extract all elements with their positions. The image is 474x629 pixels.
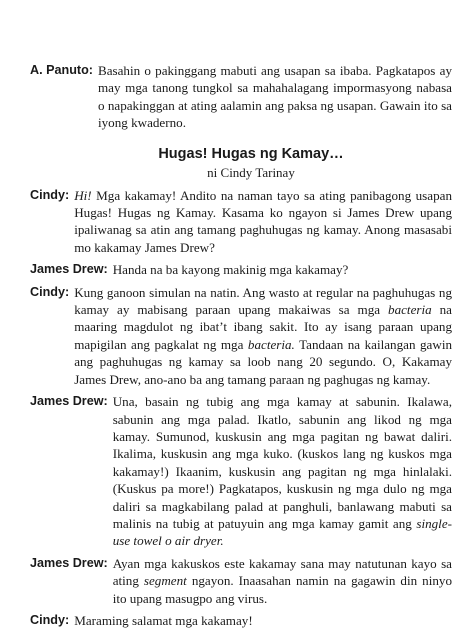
speaker-label: Cindy:: [30, 284, 70, 299]
instruction-text: Basahin o pakinggang mabuti ang usapan sa ibaba. Pagkatapos ay may mga tanong tungkol sa mahahalagang impormasyong nabasa o napakinggan at ating aalamin ang paksa ng usapan. Gawain ito sa iyong kwaderno.: [97, 63, 452, 131]
speaker-label: Cindy:: [30, 187, 70, 202]
text-segment: na maaring magdulot ng ibat’t ibang sakit. Ito ay isang paraan upang mapigilan ang pagkalat ng mga: [74, 302, 452, 352]
instruction-label: A. Panuto:: [30, 63, 93, 77]
story-title: Hugas! Hugas ng Kamay…: [158, 145, 344, 162]
dialogue: [30, 187, 452, 629]
text-segment: Handa na ba kayong makinig mga kakamay?: [112, 262, 349, 278]
dialogue-text: [113, 261, 452, 278]
dialogue-text: [113, 555, 452, 607]
text-segment: ngayon. Inaasahan namin na gagawin din ninyo ito upang masugpo ang virus.: [112, 573, 452, 606]
dialogue-text: [74, 284, 452, 388]
text-segment: Maraming salamat mga kakamay!: [74, 612, 253, 628]
title-block: [30, 145, 452, 181]
italic-term: bacteria: [388, 302, 432, 318]
italic-term: Hi!: [74, 187, 92, 203]
speaker-label: James Drew:: [30, 555, 108, 570]
dialogue-line: [30, 284, 452, 388]
dialogue-text: [74, 612, 452, 629]
dialogue-text: [74, 187, 452, 257]
dialogue-text: [113, 393, 452, 550]
speaker-label: Cindy:: [30, 612, 70, 627]
dialogue-line: [30, 187, 452, 257]
text-segment: Kung ganoon simulan na natin. Ang wasto at regular na paghuhugas ng kamay ay mabisang paraan upang makaiwas sa mga: [74, 284, 452, 318]
italic-term: segment: [143, 573, 187, 589]
instruction-block: [30, 62, 452, 132]
text-segment: Una, basain ng tubig ang mga kamay at sabunin. Ikalawa, sabunin ang mga palad. Ikatlo, sabunin ang likod ng mga kamay. Sumunod, kuskusin ang mga pagitan ng bawat daliri. Ikalima, kuskusin ang mga kuko. (kuskos lang ng kuskos mga kakamay!) Ikaanim, kuskusin ang pagitan ng mga hinlalaki. (Kuskus pa more!) Pagkatapos, kuskusin ng mga dulo ng mga daliri sa magkabilang palad at panghuli, banlawang mabuti sa malinis na tubig at patuyuin ang mga kamay gamit ang: [112, 394, 452, 531]
dialogue-line: [30, 261, 452, 278]
text-segment: Tandaan na kailangan gawin ang paghuhugas ng kamay sa loob nang 20 segundo. O, Kakamay James Drew, ano-ano ba ang tamang paraan ng paghugas ng kamay.: [74, 336, 452, 387]
italic-term: single-use towel o air dryer.: [112, 515, 452, 549]
italic-term: bacteria.: [247, 336, 295, 352]
text-segment: Ayan mga kakuskos este kakamay sana may natutunan kayo sa ating: [112, 555, 452, 589]
speaker-label: James Drew:: [30, 394, 108, 409]
dialogue-line: [30, 555, 452, 607]
story-author: ni Cindy Tarinay: [207, 164, 295, 180]
dialogue-line: [30, 612, 452, 629]
speaker-label: James Drew:: [30, 262, 108, 277]
dialogue-line: [30, 393, 452, 550]
text-segment: Mga kakamay! Andito na naman tayo sa ating panibagong usapan Hugas! Hugas ng Kamay. Kasama ko ngayon si James Drew upang ipaliwanag sa atin ang tamang paghuhugas ng kamay. Anong masasabi mo kakamay James Drew?: [74, 187, 452, 255]
